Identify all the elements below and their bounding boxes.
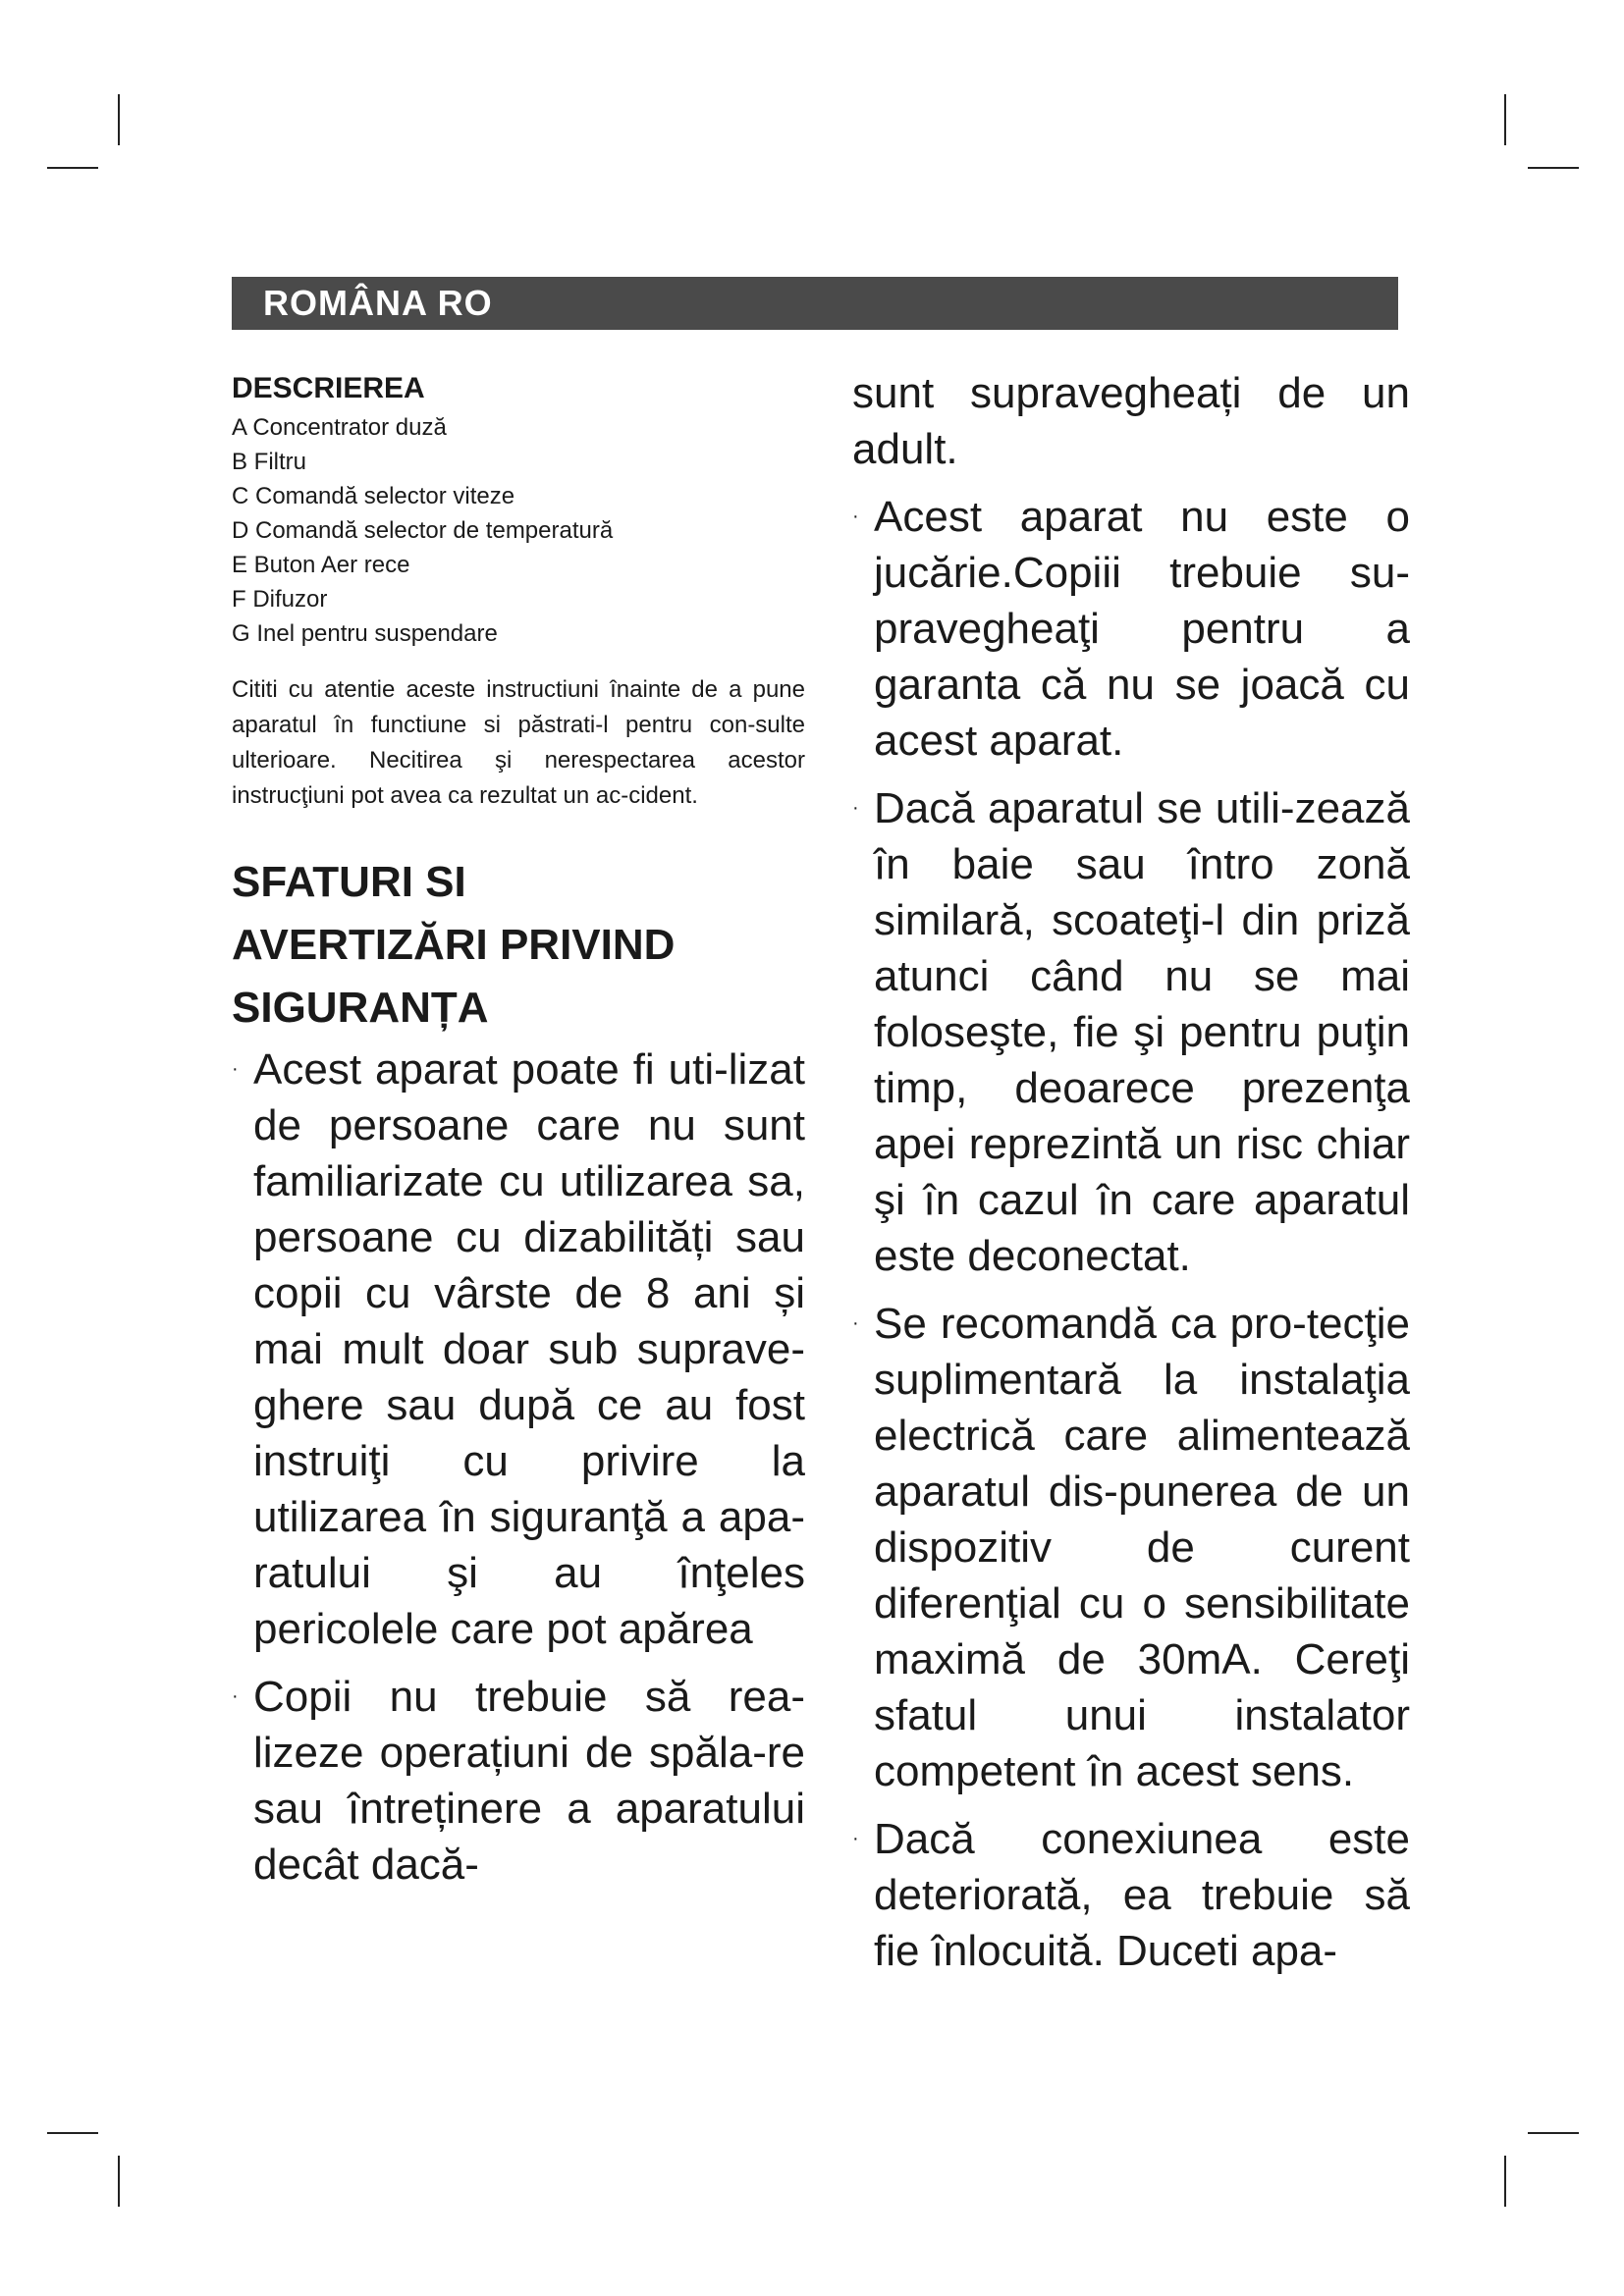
crop-mark-bottom-left-h [47,2132,98,2134]
bullet-icon: · [232,1685,239,1707]
parts-list-item: F Difuzor [232,586,328,613]
safety-section-title [232,851,805,1040]
parts-list-item: A Concentrator duză [232,414,447,441]
safety-item [852,489,1410,769]
crop-mark-top-right-h [1528,167,1579,169]
safety-item [852,780,1410,1284]
safety-title-line: SIGURANȚA [232,984,489,1032]
safety-item-text: Se recomandă ca pro-tecţie suplimentară la instalaţia electrică care alimentează aparatul dis-punerea de un dispozitiv de curent diferenţial cu o sensibilitate maximă de 30mA. Cereţi sfatul unui instalator competent în acest sens. [874,1300,1410,1795]
crop-mark-bottom-left-v [118,2156,120,2207]
safety-item-text: Dacă aparatul se utili-zează în baie sau întro zonă similară, scoateţi-l din priză atunci când nu se mai foloseşte, fie şi pentru puţin timp, deoarece prezenţa apei reprezintă un risc chiar şi în cazul în care aparatul este deconectat. [874,784,1410,1280]
safety-title-line: AVERTIZĂRI PRIVIND [232,921,676,969]
safety-item-text: Copii nu trebuie să rea-lizeze operațiuni de spăla-re sau întreținere a aparatului decât dacă- [253,1673,805,1889]
bullet-icon: · [852,506,859,527]
crop-mark-top-left-v [118,94,120,145]
safety-item [852,1296,1410,1799]
parts-list-item: G Inel pentru suspendare [232,620,498,647]
crop-mark-top-left-h [47,167,98,169]
safety-item [232,1669,805,1893]
parts-list-item: B Filtru [232,449,307,475]
parts-list-item: E Buton Aer rece [232,552,410,578]
crop-mark-bottom-right-v [1504,2156,1506,2207]
safety-item-continuation: sunt supravegheați de un adult. [852,369,1410,473]
language-header-bar [232,277,1398,330]
bullet-icon: · [852,1312,859,1334]
crop-mark-top-right-v [1504,94,1506,145]
left-column [232,365,805,1904]
parts-list-item: D Comandă selector de temperatură [232,517,614,544]
intro-paragraph: Cititi cu atentie aceste instructiuni înainte de a pune aparatul în functiune si păstrati-l pentru con-sulte ulterioare. Necitirea şi nerespectarea acestor instrucţiuni pot avea ca rezultat un ac-cident. [232,676,805,809]
right-column [852,365,1410,1991]
parts-list-item: C Comandă selector viteze [232,483,515,509]
safety-list-right [852,489,1410,1979]
safety-item [232,1041,805,1657]
bullet-icon: · [232,1058,239,1080]
safety-list-left [232,1041,805,1893]
safety-item-text: Acest aparat poate fi uti-lizat de persoane care nu sunt familiarizate cu utilizarea sa, persoane cu dizabilități sau copii cu vârste de 8 ani și mai mult doar sub suprave-ghere sau după ce au fost instruiţi cu privire la utilizarea în siguranţă a apa-ratului şi au înţeles pericolele care pot apărea [253,1045,805,1653]
safety-item-text: Dacă conexiunea este deteriorată, ea trebuie să fie înlocuită. Duceti apa- [874,1815,1410,1975]
safety-title-line: SFATURI SI [232,858,466,906]
parts-list [232,410,805,651]
language-header-title: ROMÂNA RO [263,283,493,323]
crop-mark-bottom-right-h [1528,2132,1579,2134]
safety-item-text: Acest aparat nu este o jucărie.Copiii trebuie su-pravegheaţi pentru a garanta că nu se joacă cu acest aparat. [874,493,1410,765]
bullet-icon: · [852,1828,859,1849]
bullet-icon: · [852,797,859,819]
safety-item [852,1811,1410,1979]
description-title: DESCRIEREA [232,372,425,404]
